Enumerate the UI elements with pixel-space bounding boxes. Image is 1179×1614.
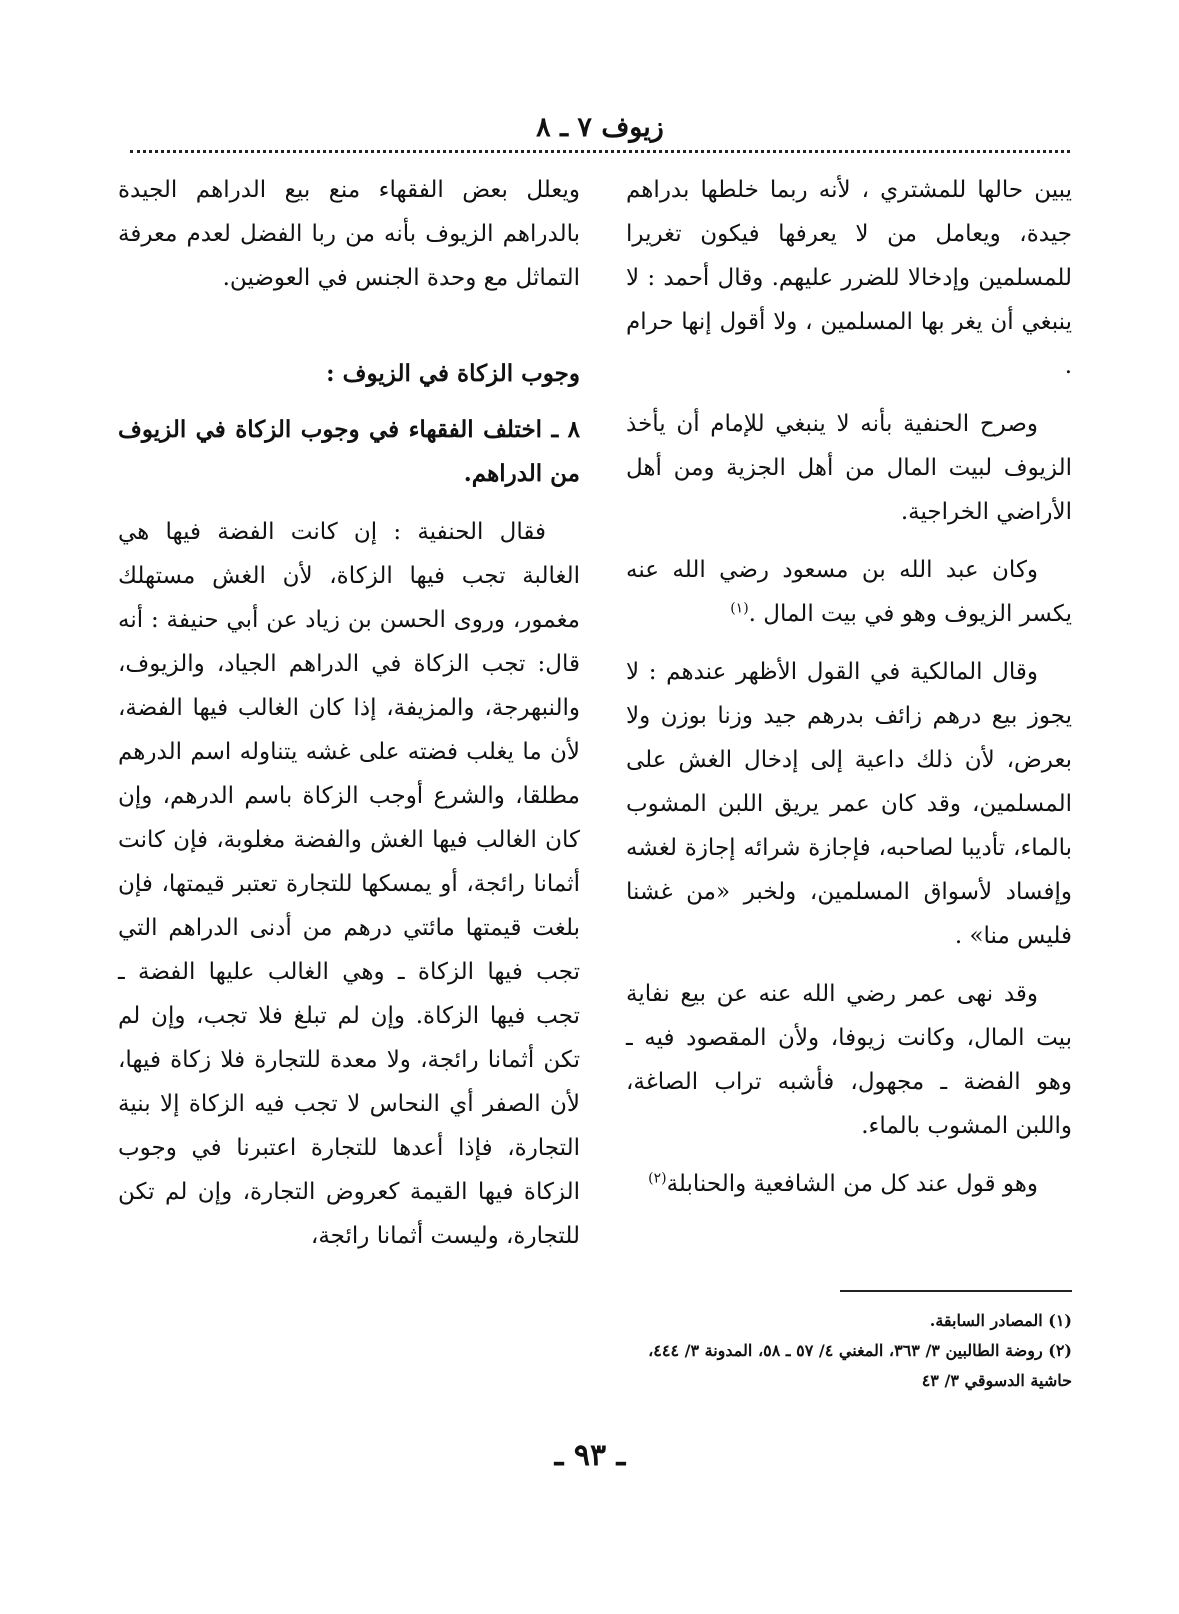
page-header-title: زيوف ٧ ـ ٨ <box>536 112 664 143</box>
right-paragraph-5: وقد نهى عمر رضي الله عنه عن بيع نفاية بيت المال، وكانت زيوفا، ولأن المقصود فيه ـ وهو الفضة ـ مجهول، فأشبه تراب الصاغة، واللبن المشوب بالماء. <box>626 981 1072 1139</box>
right-column <box>626 168 1072 1220</box>
left-paragraph-2: ٨ ـ اختلف الفقهاء في وجوب الزكاة في الزيوف من الدراهم. <box>118 416 580 487</box>
left-paragraph-1: ويعلل بعض الفقهاء منع بيع الدراهم الجيدة بالدراهم الزيوف بأنه من ربا الفضل لعدم معرفة التماثل مع وحدة الجنس في العوضين. <box>118 177 580 291</box>
footnote-1: (١) المصادر السابقة. <box>929 1311 1072 1330</box>
footnote-2: (٢) روضة الطالبين ٣/ ٣٦٣، المغني ٤/ ٥٧ ـ ٥٨، المدونة ٣/ ٤٤٤، حاشية الدسوقي ٣/ ٤٣ <box>648 1341 1072 1390</box>
footnote-ref-2: (٢) <box>648 1170 667 1187</box>
right-paragraph-2: وصرح الحنفية بأنه لا ينبغي للإمام أن يأخذ الزيوف لبيت المال من أهل الجزية ومن أهل الأراضي الخراجية. <box>626 411 1072 525</box>
right-paragraph-1: يبين حالها للمشتري ، لأنه ربما خلطها بدراهم جيدة، ويعامل من لا يعرفها فيكون تغريرا للمسلمين وإدخالا للضرر عليهم. وقال أحمد : لا ينبغي أن يغر بها المسلمين ، ولا أقول إنها حرام . <box>626 177 1072 379</box>
right-paragraph-6-text: وهو قول عند كل من الشافعية والحنابلة <box>666 1171 1038 1197</box>
left-column <box>118 168 580 1272</box>
right-paragraph-6 <box>626 1162 1072 1206</box>
footnotes <box>626 1306 1072 1396</box>
footnote-ref-1: (١) <box>730 600 749 617</box>
left-paragraph-3: فقال الحنفية : إن كانت الفضة فيها هي الغالبة تجب فيها الزكاة، لأن الغش مستهلك مغمور، وروى الحسن بن زياد عن أبي حنيفة : أنه قال: تجب الزكاة في الدراهم الجياد، والزيوف، والنبهرجة، والمزيفة، إذا كان الغالب فيها الفضة، لأن ما يغلب فضته على غشه يتناوله اسم الدرهم مطلقا، والشرع أوجب الزكاة باسم الدرهم، وإن كان الغالب فيها الغش والفضة مغلوبة، فإن كانت أثمانا رائجة، أو يمسكها للتجارة تعتبر قيمتها، فإن بلغت قيمتها مائتي درهم من أدنى الدراهم التي تجب فيها الزكاة ـ وهي الغالب عليها الفضة ـ تجب فيها الزكاة. وإن لم تبلغ فلا تجب، وإن لم تكن أثمانا رائجة، ولا معدة للتجارة فلا زكاة فيها، لأن الصفر أي النحاس لا تجب فيه الزكاة إلا بنية التجارة، فإذا أعدها للتجارة اعتبرنا في وجوب الزكاة فيها القيمة كعروض التجارة، وإن لم تكن للتجارة، وليست أثمانا رائجة، <box>118 519 580 1249</box>
right-paragraph-4: وقال المالكية في القول الأظهر عندهم : لا يجوز بيع درهم زائف بدرهم جيد وزنا بوزن ولا بعرض، لأن ذلك داعية إلى إدخال الغش على المسلمين، وقد كان عمر يريق اللبن المشوب بالماء، تأديبا لصاحبه، فإجازة شرائه إجازة لغشه وإفساد لأسواق المسلمين، ولخبر «من غشنا فليس منا» . <box>626 659 1072 949</box>
header-dotted-rule <box>130 150 1070 153</box>
section-heading-zakat: وجوب الزكاة في الزيوف : <box>326 360 580 387</box>
page-number: ـ ٩٣ ـ <box>554 1438 626 1473</box>
footnote-divider <box>840 1290 1072 1292</box>
right-paragraph-3 <box>626 548 1072 636</box>
right-paragraph-3-text: وكان عبد الله بن مسعود رضي الله عنه يكسر الزيوف وهو في بيت المال . <box>626 557 1072 627</box>
